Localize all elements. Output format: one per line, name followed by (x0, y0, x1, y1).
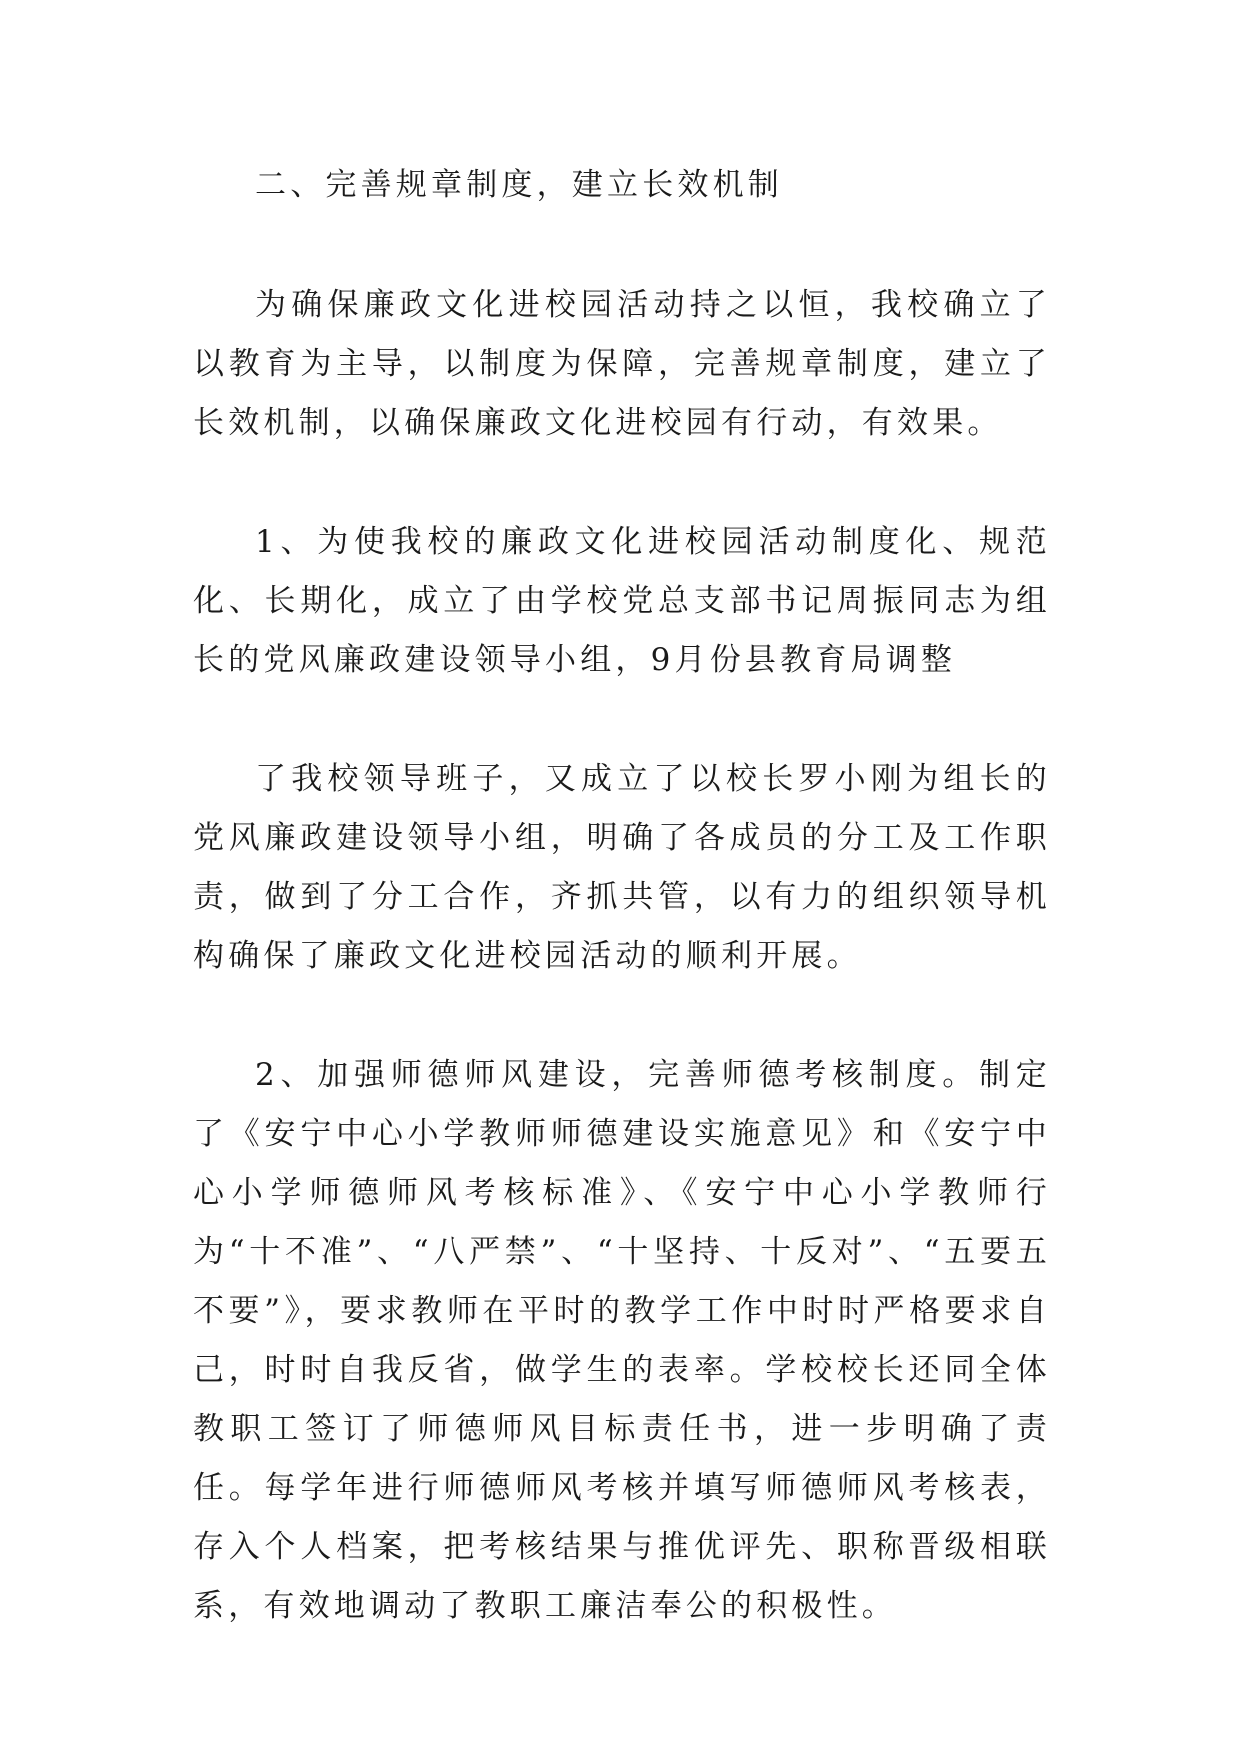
paragraph-item-1: 1、为使我校的廉政文化进校园活动制度化、规范化、长期化，成立了由学校党总支部书记周振同志为组长的党风廉政建设领导小组，9月份县教育局调整 (193, 524, 1051, 678)
paragraph-item-1-continued: 了我校领导班子，又成立了以校长罗小刚为组长的党风廉政建设领导小组，明确了各成员的分工及工作职责，做到了分工合作，齐抓共管，以有力的组织领导机构确保了廉政文化进校园活动的顺利开展。 (193, 761, 1051, 974)
document-body (193, 156, 1051, 1696)
paragraph-item-2: 2、加强师德师风建设，完善师德考核制度。制定了《安宁中心小学教师师德建设实施意见》和《安宁中心小学师德师风考核标准》、《安宁中心小学教师行为“十不准”、“八严禁”、“十坚持、十反对”、“五要五不要”》，要求教师在平时的教学工作中时时严格要求自己，时时自我反省，做学生的表率。学校校长还同全体教职工签订了师德师风目标责任书，进一步明确了责任。每学年进行师德师风考核并填写师德师风考核表，存入个人档案，把考核结果与推优评先、职称晋级相联系，有效地调动了教职工廉洁奉公的积极性。 (193, 1057, 1051, 1624)
section-heading: 二、完善规章制度，建立长效机制 (255, 167, 783, 203)
paragraph-intro: 为确保廉政文化进校园活动持之以恒，我校确立了以教育为主导，以制度为保障，完善规章制度，建立了长效机制，以确保廉政文化进校园有行动，有效果。 (193, 287, 1051, 441)
